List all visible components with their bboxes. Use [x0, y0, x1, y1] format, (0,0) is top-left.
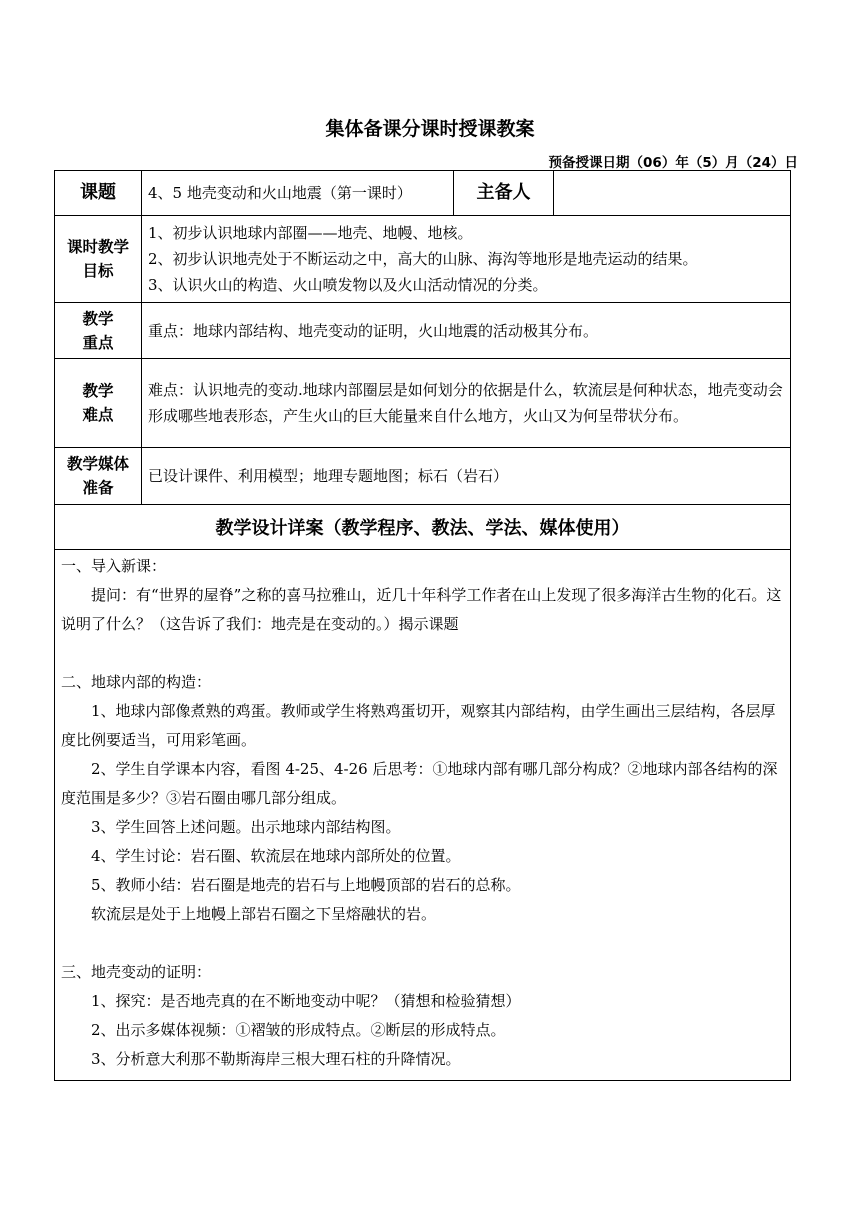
- section-2-item: 软流层是处于上地幔上部岩石圈之下呈熔融状的岩。: [91, 905, 437, 923]
- media-content: 已设计课件、利用模型；地理专题地图；标石（岩石）: [142, 448, 791, 505]
- difficulty-row: [55, 359, 791, 448]
- design-body-row: [55, 550, 791, 1081]
- lesson-plan-table: [54, 170, 791, 1081]
- difficulty-content: 难点：认识地壳的变动.地球内部圈层是如何划分的依据是什么，软流层是何种状态，地壳变动会形成哪些地表形态，产生火山的巨大能量来自什么地方，火山又为何呈带状分布。: [142, 359, 791, 448]
- section-1-paragraph: 提问：有“世界的屋脊”之称的喜马拉雅山，近几十年科学工作者在山上发现了很多海洋古生物的化石。这说明了什么？（这告诉了我们：地壳是在变动的。）揭示课题: [61, 586, 782, 633]
- objective-item: 2、初步认识地壳处于不断运动之中，高大的山脉、海沟等地形是地壳运动的结果。: [148, 250, 698, 268]
- objectives-label: 课时教学 目标: [55, 216, 142, 303]
- section-2-item: 2、学生自学课本内容，看图 4-25、4-26 后思考：①地球内部有哪几部分构成？②地球内部各结构的深度范围是多少？③岩石圈由哪几部分组成。: [61, 760, 778, 807]
- section-2-title: 二、地球内部的构造：: [61, 673, 212, 691]
- section-3-item: 1、探究：是否地壳真的在不断地变动中呢？（猜想和检验猜想）: [91, 992, 521, 1010]
- section-2-item: 3、学生回答上述问题。出示地球内部结构图。: [91, 818, 401, 836]
- design-heading: 教学设计详案（教学程序、教法、学法、媒体使用）: [55, 505, 791, 550]
- objectives-content: [142, 216, 791, 303]
- topic-value: 4、5 地壳变动和火山地震（第一课时）: [142, 171, 454, 216]
- objective-item: 1、初步认识地球内部圈——地壳、地幔、地核。: [148, 224, 473, 242]
- prep-date: 预备授课日期（06）年（5）月（24）日: [548, 155, 798, 171]
- key-points-content: 重点：地球内部结构、地壳变动的证明，火山地震的活动极其分布。: [142, 303, 791, 359]
- difficulty-label: 教学 难点: [55, 359, 142, 448]
- objective-item: 3、认识火山的构造、火山喷发物以及火山活动情况的分类。: [148, 276, 548, 294]
- key-points-row: [55, 303, 791, 359]
- section-2-item: 5、教师小结：岩石圈是地壳的岩石与上地幔顶部的岩石的总称。: [91, 876, 521, 894]
- topic-label: 课题: [55, 171, 142, 216]
- media-label: 教学媒体 准备: [55, 448, 142, 505]
- section-3-item: 3、分析意大利那不勒斯海岸三根大理石柱的升降情况。: [91, 1050, 461, 1068]
- media-row: [55, 448, 791, 505]
- section-2-item: 4、学生讨论：岩石圈、软流层在地球内部所处的位置。: [91, 847, 461, 865]
- section-3-item: 2、出示多媒体视频：①褶皱的形成特点。②断层的形成特点。: [91, 1021, 506, 1039]
- design-heading-row: [55, 505, 791, 550]
- preparer-value: [554, 171, 791, 216]
- topic-row: [55, 171, 791, 216]
- section-2-item: 1、地球内部像煮熟的鸡蛋。教师或学生将熟鸡蛋切开，观察其内部结构，由学生画出三层结构，各层厚度比例要适当，可用彩笔画。: [61, 702, 776, 749]
- document-title: 集体备课分课时授课教案: [325, 118, 535, 140]
- section-1-title: 一、导入新课：: [61, 557, 167, 575]
- section-3-title: 三、地壳变动的证明：: [61, 963, 212, 981]
- design-body: [55, 550, 791, 1081]
- preparer-label: 主备人: [454, 171, 554, 216]
- objectives-row: [55, 216, 791, 303]
- key-points-label: 教学 重点: [55, 303, 142, 359]
